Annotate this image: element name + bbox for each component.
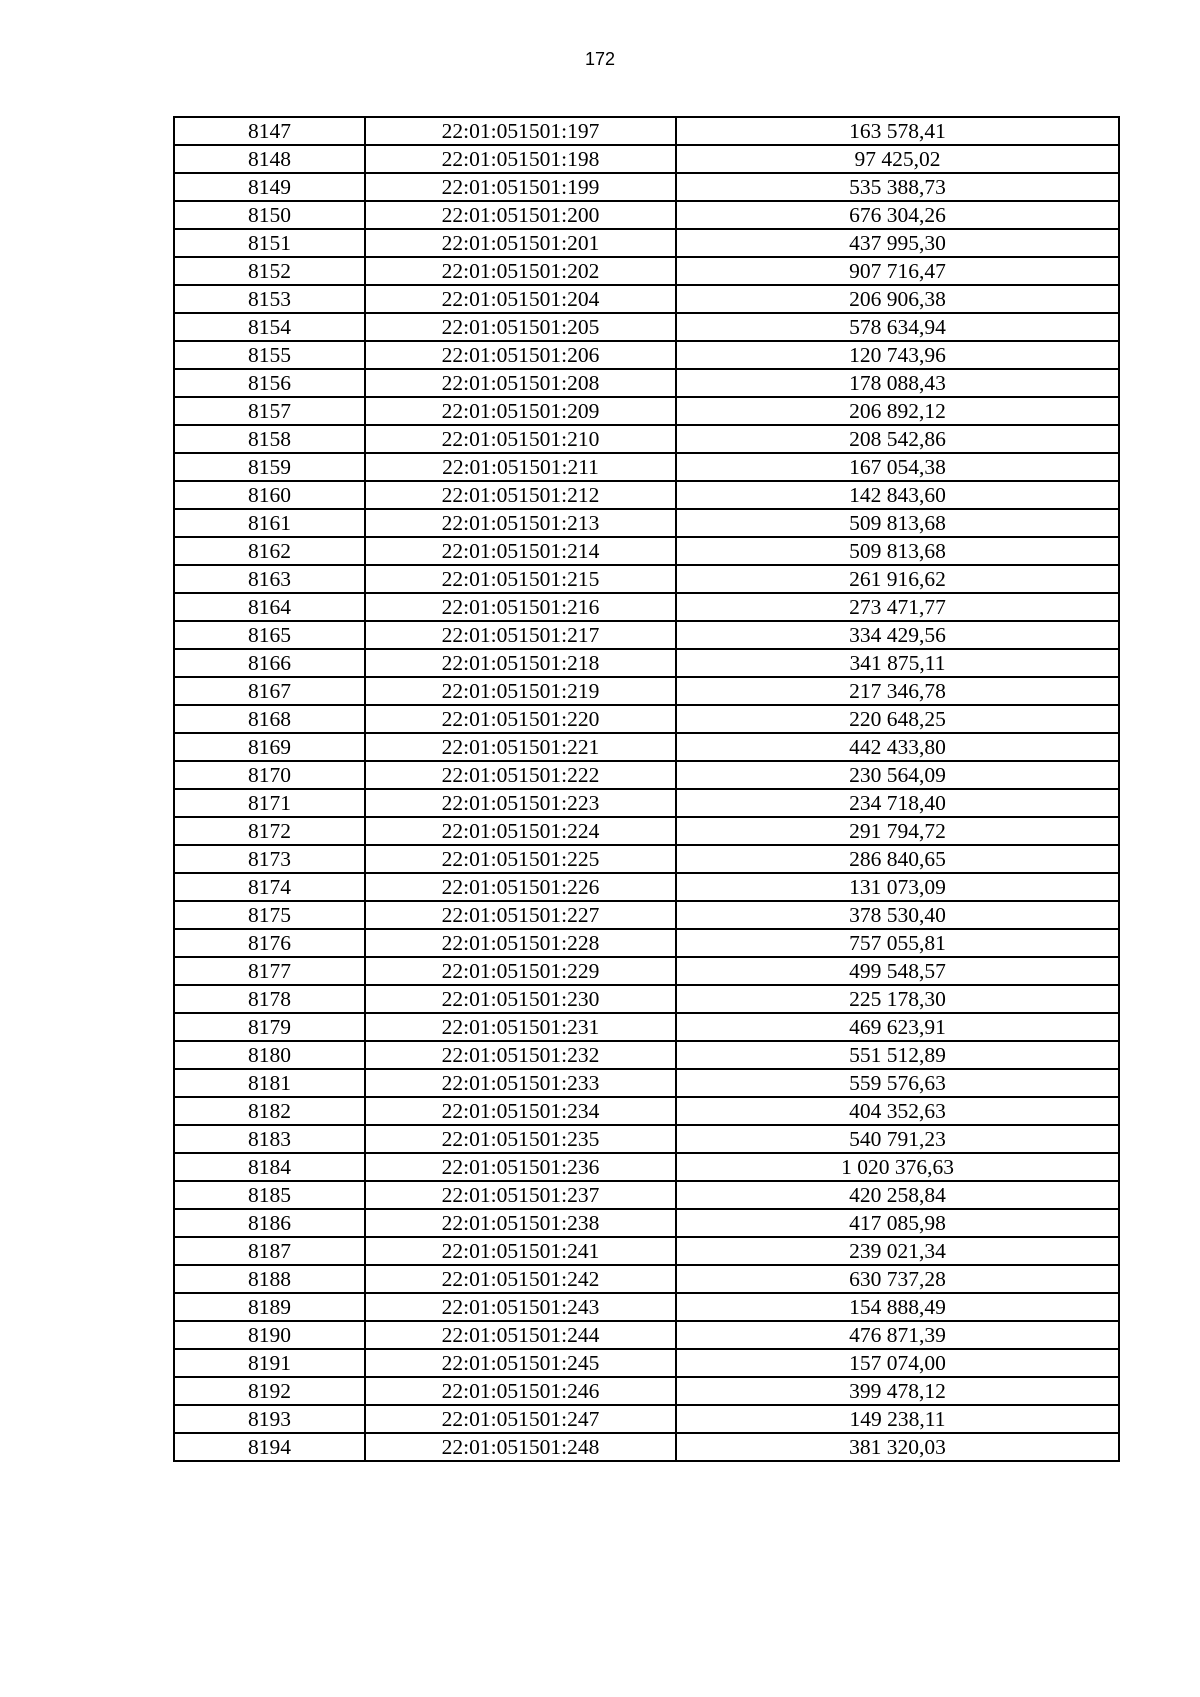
amount-cell: 217 346,78 bbox=[676, 677, 1119, 705]
amount-cell: 167 054,38 bbox=[676, 453, 1119, 481]
cadastral-number-cell: 22:01:051501:218 bbox=[365, 649, 676, 677]
row-number-cell: 8189 bbox=[174, 1293, 365, 1321]
amount-cell: 540 791,23 bbox=[676, 1125, 1119, 1153]
row-number-cell: 8168 bbox=[174, 705, 365, 733]
cadastral-number-cell: 22:01:051501:248 bbox=[365, 1433, 676, 1461]
table-row bbox=[174, 705, 1119, 733]
amount-cell: 907 716,47 bbox=[676, 257, 1119, 285]
cadastral-number-cell: 22:01:051501:233 bbox=[365, 1069, 676, 1097]
cadastral-number-cell: 22:01:051501:228 bbox=[365, 929, 676, 957]
page-number: 172 bbox=[584, 49, 616, 69]
table-row bbox=[174, 1265, 1119, 1293]
row-number-cell: 8159 bbox=[174, 453, 365, 481]
row-number-cell: 8188 bbox=[174, 1265, 365, 1293]
amount-cell: 286 840,65 bbox=[676, 845, 1119, 873]
cadastral-number-cell: 22:01:051501:241 bbox=[365, 1237, 676, 1265]
amount-cell: 1 020 376,63 bbox=[676, 1153, 1119, 1181]
row-number-cell: 8164 bbox=[174, 593, 365, 621]
row-number-cell: 8169 bbox=[174, 733, 365, 761]
cadastral-number-cell: 22:01:051501:223 bbox=[365, 789, 676, 817]
row-number-cell: 8180 bbox=[174, 1041, 365, 1069]
amount-cell: 234 718,40 bbox=[676, 789, 1119, 817]
amount-cell: 676 304,26 bbox=[676, 201, 1119, 229]
table-row bbox=[174, 1125, 1119, 1153]
amount-cell: 476 871,39 bbox=[676, 1321, 1119, 1349]
amount-cell: 97 425,02 bbox=[676, 145, 1119, 173]
amount-cell: 341 875,11 bbox=[676, 649, 1119, 677]
cadastral-number-cell: 22:01:051501:217 bbox=[365, 621, 676, 649]
cadastral-number-cell: 22:01:051501:204 bbox=[365, 285, 676, 313]
amount-cell: 142 843,60 bbox=[676, 481, 1119, 509]
row-number-cell: 8175 bbox=[174, 901, 365, 929]
table-row bbox=[174, 1209, 1119, 1237]
amount-cell: 239 021,34 bbox=[676, 1237, 1119, 1265]
table-row bbox=[174, 1153, 1119, 1181]
cadastral-number-cell: 22:01:051501:242 bbox=[365, 1265, 676, 1293]
table-row bbox=[174, 173, 1119, 201]
cadastral-number-cell: 22:01:051501:244 bbox=[365, 1321, 676, 1349]
cadastral-number-cell: 22:01:051501:205 bbox=[365, 313, 676, 341]
cadastral-number-cell: 22:01:051501:238 bbox=[365, 1209, 676, 1237]
table-row bbox=[174, 537, 1119, 565]
table-row bbox=[174, 145, 1119, 173]
amount-cell: 404 352,63 bbox=[676, 1097, 1119, 1125]
table-row bbox=[174, 509, 1119, 537]
row-number-cell: 8156 bbox=[174, 369, 365, 397]
cadastral-number-cell: 22:01:051501:229 bbox=[365, 957, 676, 985]
table-row bbox=[174, 341, 1119, 369]
cadastral-number-cell: 22:01:051501:222 bbox=[365, 761, 676, 789]
cadastral-number-cell: 22:01:051501:209 bbox=[365, 397, 676, 425]
row-number-cell: 8185 bbox=[174, 1181, 365, 1209]
table-row bbox=[174, 733, 1119, 761]
cadastral-number-cell: 22:01:051501:200 bbox=[365, 201, 676, 229]
row-number-cell: 8178 bbox=[174, 985, 365, 1013]
amount-cell: 225 178,30 bbox=[676, 985, 1119, 1013]
table-row bbox=[174, 201, 1119, 229]
cadastral-number-cell: 22:01:051501:243 bbox=[365, 1293, 676, 1321]
cadastral-number-cell: 22:01:051501:230 bbox=[365, 985, 676, 1013]
table-row bbox=[174, 1349, 1119, 1377]
amount-cell: 206 906,38 bbox=[676, 285, 1119, 313]
table-row bbox=[174, 1321, 1119, 1349]
cadastral-number-cell: 22:01:051501:211 bbox=[365, 453, 676, 481]
amount-cell: 261 916,62 bbox=[676, 565, 1119, 593]
table-row bbox=[174, 789, 1119, 817]
cadastral-number-cell: 22:01:051501:232 bbox=[365, 1041, 676, 1069]
row-number-cell: 8182 bbox=[174, 1097, 365, 1125]
table-row bbox=[174, 453, 1119, 481]
row-number-cell: 8149 bbox=[174, 173, 365, 201]
row-number-cell: 8150 bbox=[174, 201, 365, 229]
row-number-cell: 8162 bbox=[174, 537, 365, 565]
row-number-cell: 8184 bbox=[174, 1153, 365, 1181]
cadastral-number-cell: 22:01:051501:236 bbox=[365, 1153, 676, 1181]
cadastral-number-cell: 22:01:051501:212 bbox=[365, 481, 676, 509]
row-number-cell: 8154 bbox=[174, 313, 365, 341]
row-number-cell: 8173 bbox=[174, 845, 365, 873]
row-number-cell: 8161 bbox=[174, 509, 365, 537]
cadastral-number-cell: 22:01:051501:247 bbox=[365, 1405, 676, 1433]
cadastral-number-cell: 22:01:051501:210 bbox=[365, 425, 676, 453]
amount-cell: 559 576,63 bbox=[676, 1069, 1119, 1097]
cadastral-number-cell: 22:01:051501:215 bbox=[365, 565, 676, 593]
cadastral-number-cell: 22:01:051501:214 bbox=[365, 537, 676, 565]
table-row bbox=[174, 817, 1119, 845]
table-row bbox=[174, 649, 1119, 677]
cadastral-number-cell: 22:01:051501:231 bbox=[365, 1013, 676, 1041]
amount-cell: 334 429,56 bbox=[676, 621, 1119, 649]
cadastral-number-cell: 22:01:051501:224 bbox=[365, 817, 676, 845]
table-row bbox=[174, 481, 1119, 509]
amount-cell: 630 737,28 bbox=[676, 1265, 1119, 1293]
row-number-cell: 8167 bbox=[174, 677, 365, 705]
amount-cell: 442 433,80 bbox=[676, 733, 1119, 761]
cadastral-number-cell: 22:01:051501:197 bbox=[365, 117, 676, 145]
cadastral-number-cell: 22:01:051501:198 bbox=[365, 145, 676, 173]
cadastral-number-cell: 22:01:051501:227 bbox=[365, 901, 676, 929]
row-number-cell: 8183 bbox=[174, 1125, 365, 1153]
table-row bbox=[174, 257, 1119, 285]
amount-cell: 291 794,72 bbox=[676, 817, 1119, 845]
amount-cell: 757 055,81 bbox=[676, 929, 1119, 957]
table-row bbox=[174, 957, 1119, 985]
cadastral-number-cell: 22:01:051501:237 bbox=[365, 1181, 676, 1209]
amount-cell: 417 085,98 bbox=[676, 1209, 1119, 1237]
table-body bbox=[174, 117, 1119, 1461]
cadastral-number-cell: 22:01:051501:220 bbox=[365, 705, 676, 733]
amount-cell: 551 512,89 bbox=[676, 1041, 1119, 1069]
table-row bbox=[174, 1181, 1119, 1209]
table-row bbox=[174, 1433, 1119, 1461]
cadastral-number-cell: 22:01:051501:199 bbox=[365, 173, 676, 201]
amount-cell: 420 258,84 bbox=[676, 1181, 1119, 1209]
table-row bbox=[174, 229, 1119, 257]
amount-cell: 381 320,03 bbox=[676, 1433, 1119, 1461]
row-number-cell: 8163 bbox=[174, 565, 365, 593]
row-number-cell: 8181 bbox=[174, 1069, 365, 1097]
cadastral-number-cell: 22:01:051501:201 bbox=[365, 229, 676, 257]
table-row bbox=[174, 621, 1119, 649]
table-row bbox=[174, 1069, 1119, 1097]
table-row bbox=[174, 313, 1119, 341]
amount-cell: 499 548,57 bbox=[676, 957, 1119, 985]
amount-cell: 131 073,09 bbox=[676, 873, 1119, 901]
row-number-cell: 8170 bbox=[174, 761, 365, 789]
row-number-cell: 8148 bbox=[174, 145, 365, 173]
row-number-cell: 8155 bbox=[174, 341, 365, 369]
row-number-cell: 8158 bbox=[174, 425, 365, 453]
amount-cell: 120 743,96 bbox=[676, 341, 1119, 369]
cadastral-number-cell: 22:01:051501:245 bbox=[365, 1349, 676, 1377]
table-row bbox=[174, 425, 1119, 453]
table-row bbox=[174, 1041, 1119, 1069]
amount-cell: 509 813,68 bbox=[676, 537, 1119, 565]
table-row bbox=[174, 929, 1119, 957]
table-row bbox=[174, 565, 1119, 593]
table-row bbox=[174, 873, 1119, 901]
amount-cell: 378 530,40 bbox=[676, 901, 1119, 929]
row-number-cell: 8152 bbox=[174, 257, 365, 285]
cadastral-number-cell: 22:01:051501:221 bbox=[365, 733, 676, 761]
table-row bbox=[174, 1237, 1119, 1265]
row-number-cell: 8179 bbox=[174, 1013, 365, 1041]
row-number-cell: 8151 bbox=[174, 229, 365, 257]
row-number-cell: 8153 bbox=[174, 285, 365, 313]
row-number-cell: 8177 bbox=[174, 957, 365, 985]
cadastral-number-cell: 22:01:051501:235 bbox=[365, 1125, 676, 1153]
cadastral-number-cell: 22:01:051501:216 bbox=[365, 593, 676, 621]
table-row bbox=[174, 677, 1119, 705]
amount-cell: 163 578,41 bbox=[676, 117, 1119, 145]
table-row bbox=[174, 901, 1119, 929]
table-row bbox=[174, 369, 1119, 397]
amount-cell: 206 892,12 bbox=[676, 397, 1119, 425]
cadastral-number-cell: 22:01:051501:202 bbox=[365, 257, 676, 285]
data-table bbox=[173, 116, 1120, 1462]
amount-cell: 157 074,00 bbox=[676, 1349, 1119, 1377]
table-row bbox=[174, 117, 1119, 145]
row-number-cell: 8157 bbox=[174, 397, 365, 425]
amount-cell: 273 471,77 bbox=[676, 593, 1119, 621]
table-row bbox=[174, 1097, 1119, 1125]
row-number-cell: 8193 bbox=[174, 1405, 365, 1433]
table-row bbox=[174, 397, 1119, 425]
amount-cell: 154 888,49 bbox=[676, 1293, 1119, 1321]
cadastral-number-cell: 22:01:051501:234 bbox=[365, 1097, 676, 1125]
row-number-cell: 8172 bbox=[174, 817, 365, 845]
row-number-cell: 8160 bbox=[174, 481, 365, 509]
amount-cell: 230 564,09 bbox=[676, 761, 1119, 789]
amount-cell: 578 634,94 bbox=[676, 313, 1119, 341]
cadastral-number-cell: 22:01:051501:246 bbox=[365, 1377, 676, 1405]
row-number-cell: 8186 bbox=[174, 1209, 365, 1237]
row-number-cell: 8190 bbox=[174, 1321, 365, 1349]
row-number-cell: 8187 bbox=[174, 1237, 365, 1265]
amount-cell: 208 542,86 bbox=[676, 425, 1119, 453]
table-row bbox=[174, 845, 1119, 873]
cadastral-number-cell: 22:01:051501:206 bbox=[365, 341, 676, 369]
amount-cell: 437 995,30 bbox=[676, 229, 1119, 257]
amount-cell: 399 478,12 bbox=[676, 1377, 1119, 1405]
table-row bbox=[174, 285, 1119, 313]
table-row bbox=[174, 985, 1119, 1013]
cadastral-number-cell: 22:01:051501:219 bbox=[365, 677, 676, 705]
row-number-cell: 8147 bbox=[174, 117, 365, 145]
amount-cell: 469 623,91 bbox=[676, 1013, 1119, 1041]
table-row bbox=[174, 761, 1119, 789]
row-number-cell: 8192 bbox=[174, 1377, 365, 1405]
table-row bbox=[174, 1013, 1119, 1041]
amount-cell: 535 388,73 bbox=[676, 173, 1119, 201]
table-row bbox=[174, 1377, 1119, 1405]
row-number-cell: 8191 bbox=[174, 1349, 365, 1377]
row-number-cell: 8194 bbox=[174, 1433, 365, 1461]
cadastral-number-cell: 22:01:051501:226 bbox=[365, 873, 676, 901]
row-number-cell: 8174 bbox=[174, 873, 365, 901]
row-number-cell: 8166 bbox=[174, 649, 365, 677]
amount-cell: 149 238,11 bbox=[676, 1405, 1119, 1433]
amount-cell: 178 088,43 bbox=[676, 369, 1119, 397]
amount-cell: 509 813,68 bbox=[676, 509, 1119, 537]
table-row bbox=[174, 1405, 1119, 1433]
cadastral-number-cell: 22:01:051501:225 bbox=[365, 845, 676, 873]
row-number-cell: 8171 bbox=[174, 789, 365, 817]
cadastral-number-cell: 22:01:051501:213 bbox=[365, 509, 676, 537]
table-row bbox=[174, 1293, 1119, 1321]
row-number-cell: 8176 bbox=[174, 929, 365, 957]
amount-cell: 220 648,25 bbox=[676, 705, 1119, 733]
row-number-cell: 8165 bbox=[174, 621, 365, 649]
cadastral-number-cell: 22:01:051501:208 bbox=[365, 369, 676, 397]
table-row bbox=[174, 593, 1119, 621]
